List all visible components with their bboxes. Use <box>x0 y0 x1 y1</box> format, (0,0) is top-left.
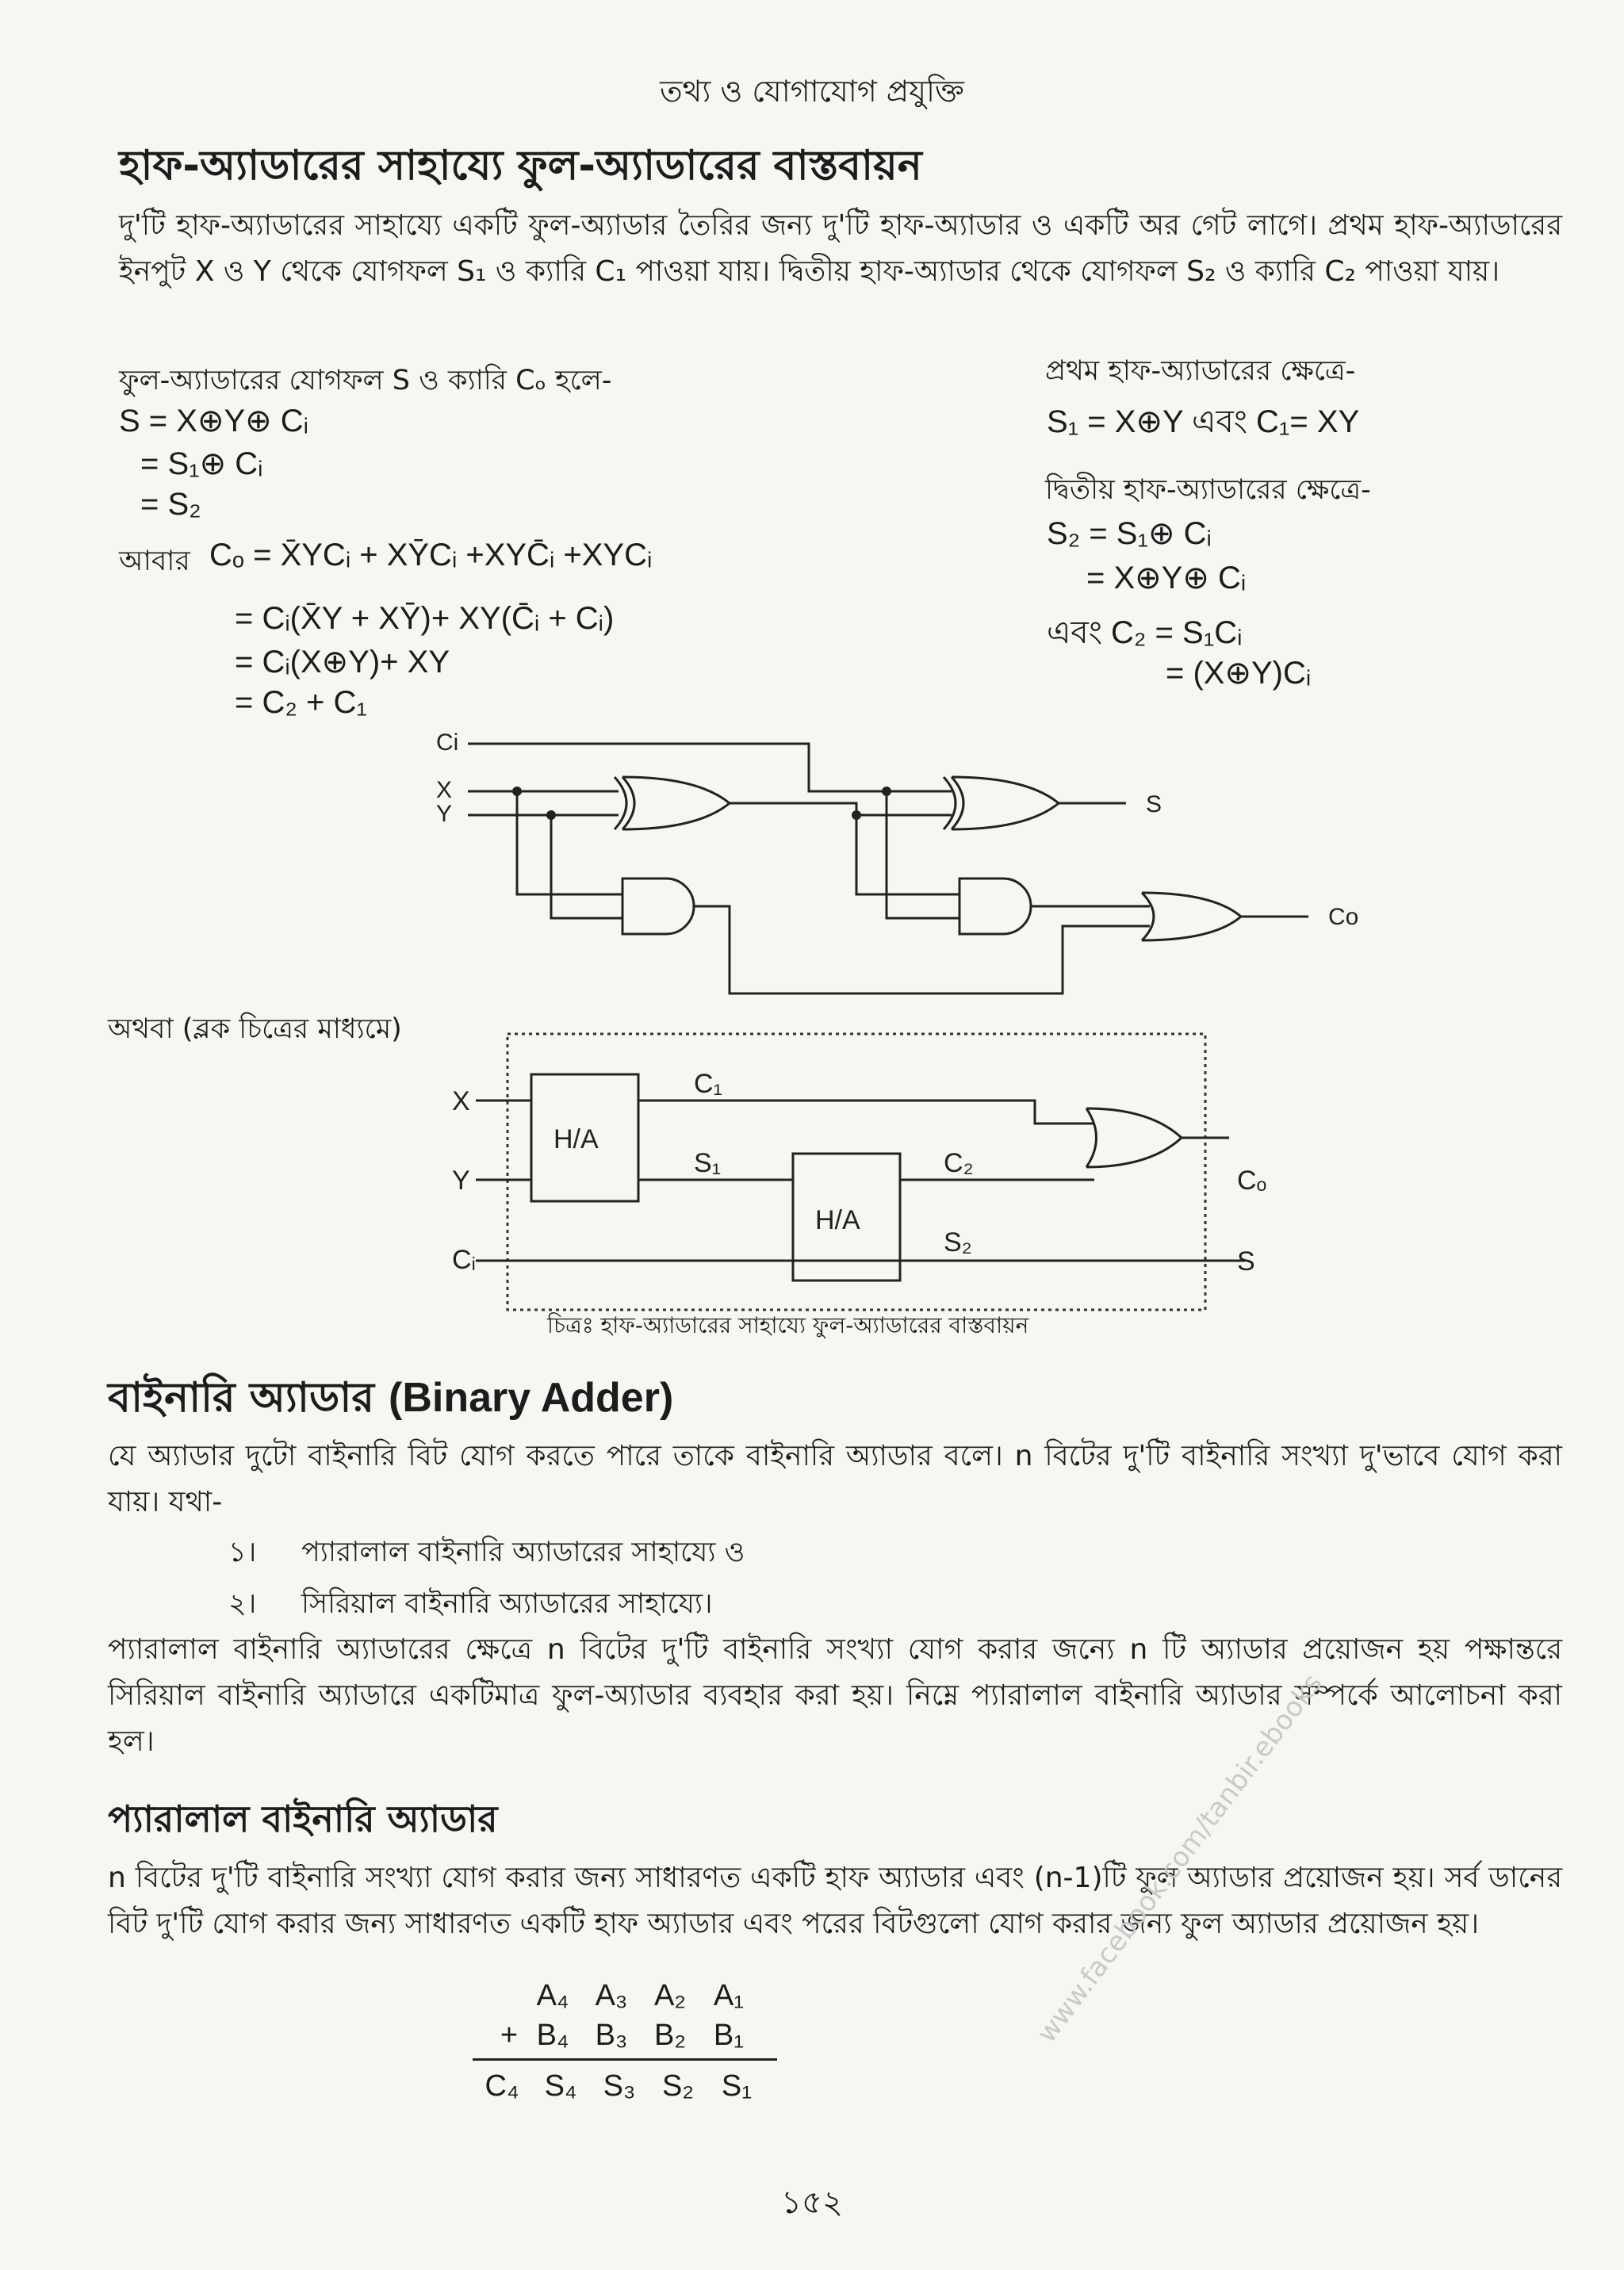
section-title-parallel-binary-adder: প্যারালাল বাইনারি অ্যাডার <box>108 1797 498 1840</box>
s3: S₃ <box>603 2069 636 2103</box>
ci-wire <box>468 744 952 791</box>
circuit-output-co: Co <box>1328 904 1359 930</box>
binary-adder-title-bn: বাইনারি অ্যাডার <box>108 1374 374 1422</box>
a2: A₂ <box>653 1979 687 2012</box>
sum-equation-1: S = X⊕Y⊕ Cᵢ <box>119 404 308 438</box>
signal-c2: C₂ <box>944 1148 974 1178</box>
signal-s2: S₂ <box>944 1227 972 1257</box>
list-item-1-number: ১। <box>228 1537 257 1568</box>
sum-equation-2: = S₁⊕ Cᵢ <box>140 446 263 481</box>
watermark: www.facebook.com/tanbir.ebooks <box>1031 1667 1329 2050</box>
carry-prefix: আবার <box>119 545 190 577</box>
addition-row-a <box>523 1979 758 2013</box>
block-input-y: Y <box>452 1166 470 1196</box>
a3: A₃ <box>595 1979 628 2012</box>
section-title-binary-adder <box>108 1365 673 1434</box>
second-half-adder-title: দ্বিতীয় হাফ-অ্যাডারের ক্ষেত্রে- <box>1045 474 1371 506</box>
block-output-co: Cₒ <box>1237 1166 1267 1196</box>
carry-equation-3: = Cᵢ(X⊕Y)+ XY <box>235 645 450 679</box>
circuit-input-x: X <box>436 777 453 803</box>
figure-caption: চিত্রঃ হাফ-অ্যাডারের সাহায্যে ফুল-অ্যাডারের বাস্তবায়ন <box>547 1312 1029 1338</box>
block-diagram-intro: অথবা (ব্লক চিত্রের মাধ্যমে) <box>108 1013 402 1045</box>
b3: B₃ <box>595 2019 628 2052</box>
a4: A₄ <box>536 1979 569 2012</box>
addition-row-b <box>495 2019 758 2053</box>
list-item-2-number: ২। <box>228 1588 257 1620</box>
block-input-x: X <box>452 1086 470 1116</box>
b1: B₁ <box>713 2019 745 2052</box>
s2: S₂ <box>661 2069 695 2103</box>
second-half-adder-eq-1: S₂ = S₁⊕ Cᵢ <box>1047 516 1212 551</box>
carry-equation-4: = C₂ + C₁ <box>235 685 367 720</box>
section2-paragraph-2: প্যারালাল বাইনারি অ্যাডারের ক্ষেত্রে n বিটের দু'টি বাইনারি সংখ্যা যোগ করার জন্যে n টি অ্যাডার প্রয়োজন হয় পক্ষান্তরে সিরিয়াল বাইনারি অ্যাডারে একটিমাত্র ফুল-অ্যাডার ব্যবহার করা হয়। নিম্নে প্যারালাল বাইনারি অ্যাডার সম্পর্কে আলোচনা করা হল। <box>108 1633 1562 1758</box>
s1: S₁ <box>721 2069 753 2103</box>
circuit-input-y: Y <box>436 801 453 827</box>
first-half-adder-equation: S₁ = X⊕Y এবং C₁= XY <box>1047 404 1360 439</box>
second-half-adder-eq-4: = (X⊕Y)Cᵢ <box>1166 656 1312 691</box>
ha2-label: H/A <box>815 1205 860 1235</box>
binary-adder-title-en: (Binary Adder) <box>389 1375 674 1421</box>
running-header: তথ্য ও যোগাযোগ প্রযুক্তি <box>660 74 964 109</box>
full-adder-gate-circuit <box>412 728 1443 1013</box>
b4: B₄ <box>536 2019 569 2052</box>
block-input-ci: Cᵢ <box>452 1245 476 1275</box>
carry-equation-1: Cₒ = X̄YCᵢ + XȲCᵢ +XYC̄ᵢ +XYCᵢ <box>209 538 653 572</box>
half-adder-block-diagram <box>452 1031 1267 1348</box>
addition-row-result <box>473 2069 766 2103</box>
page-number: ১৫২ <box>781 2184 843 2221</box>
first-half-adder-title: প্রথম হাফ-অ্যাডারের ক্ষেত্রে- <box>1045 355 1356 387</box>
plus-sign: + <box>500 2019 519 2052</box>
carry-equation-2: = Cᵢ(X̄Y + XȲ)+ XY(C̄ᵢ + Cᵢ) <box>235 601 615 636</box>
section-title-half-adder-full-adder: হাফ-অ্যাডারের সাহায্যে ফুল-অ্যাডারের বাস্তবায়ন <box>119 142 922 189</box>
addition-rule <box>473 2058 777 2061</box>
block-output-s: S <box>1237 1246 1255 1277</box>
sum-equation-3: = S₂ <box>140 487 201 522</box>
section1-paragraph: দু'টি হাফ-অ্যাডারের সাহায্যে একটি ফুল-অ্যাডার তৈরির জন্য দু'টি হাফ-অ্যাডার ও একটি অর গেট লাগে। প্রথম হাফ-অ্যাডারের ইনপুট X ও Y থেকে যোগফল S₁ ও ক্যারি C₁ পাওয়া যায়। দ্বিতীয় হাফ-অ্যাডার থেকে যোগফল S₂ ও ক্যারি C₂ পাওয়া যায়। <box>119 209 1562 288</box>
full-adder-intro: ফুল-অ্যাডারের যোগফল S ও ক্যারি Cₒ হলে- <box>119 365 612 396</box>
second-half-adder-eq-2: = X⊕Y⊕ Cᵢ <box>1086 561 1247 595</box>
list-item-2-text: সিরিয়াল বাইনারি অ্যাডারের সাহায্যে। <box>301 1588 713 1620</box>
a1: A₁ <box>713 1979 745 2012</box>
section2-paragraph-1: যে অ্যাডার দুটো বাইনারি বিট যোগ করতে পারে তাকে বাইনারি অ্যাডার বলে। n বিটের দু'টি বাইনারি সংখ্যা দু'ভাবে যোগ করা যায়। যথা- <box>108 1440 1562 1518</box>
second-half-adder-eq-3: এবং C₂ = S₁Cᵢ <box>1047 615 1243 650</box>
s4: S₄ <box>544 2069 577 2103</box>
circuit-output-s: S <box>1146 791 1162 817</box>
signal-s1: S₁ <box>694 1148 722 1178</box>
list-item-1-text: প্যারালাল বাইনারি অ্যাডারের সাহায্যে ও <box>301 1537 745 1568</box>
circuit-input-ci: Ci <box>436 729 459 756</box>
c4: C₄ <box>485 2069 519 2103</box>
b2: B₂ <box>653 2019 687 2052</box>
signal-c1: C₁ <box>694 1069 723 1099</box>
ha1-label: H/A <box>553 1124 599 1154</box>
section3-paragraph: n বিটের দু'টি বাইনারি সংখ্যা যোগ করার জন্য সাধারণত একটি হাফ অ্যাডার এবং (n-1)টি ফুল অ্যাডার প্রয়োজন হয়। সর্ব ডানের বিট দু'টি যোগ করার জন্য সাধারণত একটি হাফ অ্যাডার এবং পরের বিটগুলো যোগ করার জন্য ফুল অ্যাডার প্রয়োজন হয়। <box>108 1862 1562 1940</box>
